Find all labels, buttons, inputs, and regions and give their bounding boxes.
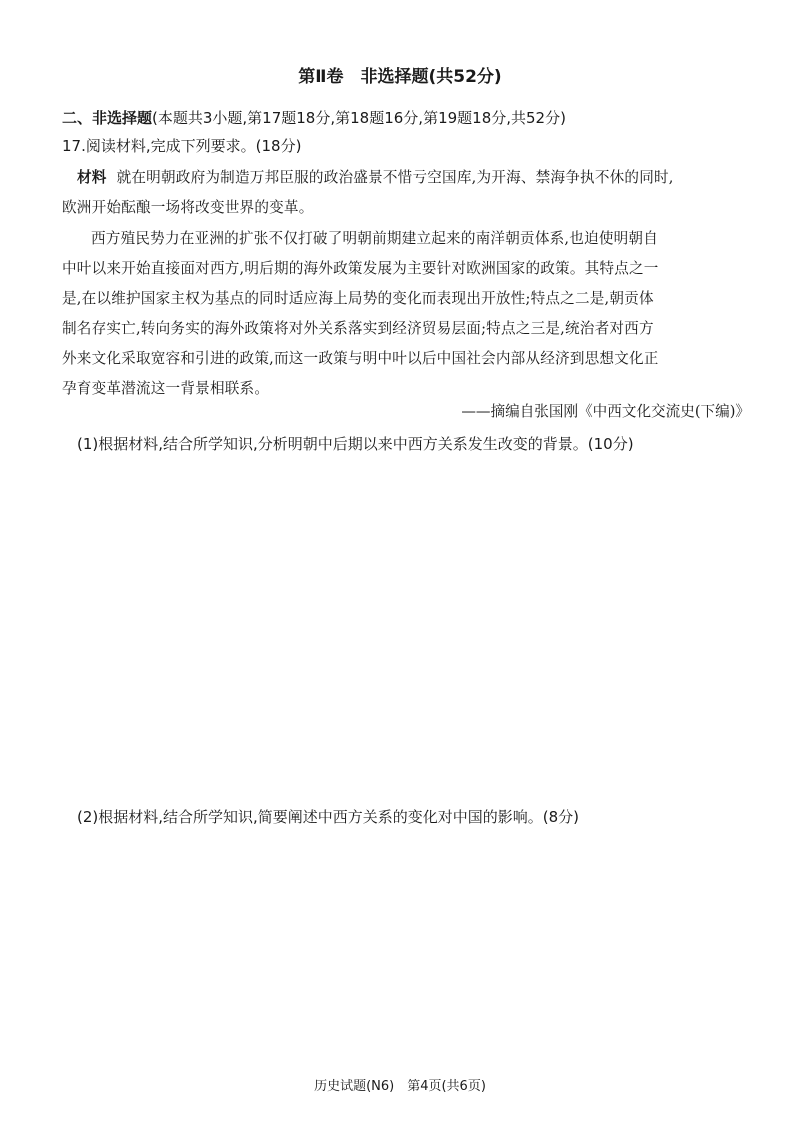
material-line-7: 外来文化采取宽容和引进的政策,而这一政策与明中叶以后中国社会内部从经济到思想文化正 — [62, 350, 659, 367]
material-label: 材料 — [77, 169, 107, 186]
material-line-1 — [77, 166, 674, 187]
material-line-3: 西方殖民势力在亚洲的扩张不仅打破了明朝前期建立起来的南洋朝贡体系,也迫使明朝自 — [91, 230, 659, 247]
sub-question-2: (2)根据材料,结合所学知识,简要阐述中西方关系的变化对中国的影响。(8分) — [77, 808, 580, 826]
section-heading — [62, 107, 566, 128]
material-line-8: 孕育变革潜流这一背景相联系。 — [62, 380, 270, 397]
material-line-6: 制名存实亡,转向务实的海外政策将对外关系落实到经济贸易层面;特点之三是,统治者对西方 — [62, 320, 654, 337]
material-line-2: 欧洲开始酝酿一场将改变世界的变革。 — [62, 199, 314, 216]
material-line-4: 中叶以来开始直接面对西方,明后期的海外政策发展为主要针对欧洲国家的政策。其特点之一 — [62, 260, 659, 277]
material-text-1: 就在明朝政府为制造万邦臣服的政治盛景不惜亏空国库,为开海、禁海争执不休的同时, — [116, 169, 674, 186]
question-17-stem: 17.阅读材料,完成下列要求。(18分) — [62, 137, 302, 155]
part-title: 第Ⅱ卷 非选择题(共52分) — [298, 67, 502, 87]
sub-question-1: (1)根据材料,结合所学知识,分析明朝中后期以来中西方关系发生改变的背景。(10分) — [77, 435, 634, 453]
section-heading-label: 二、非选择题 — [62, 109, 153, 127]
section-heading-detail: (本题共3小题,第17题18分,第18题16分,第19题18分,共52分) — [152, 109, 566, 127]
material-line-5: 是,在以维护国家主权为基点的同时适应海上局势的变化而表现出开放性;特点之二是,朝贡体 — [62, 290, 654, 307]
material-source: ——摘编自张国刚《中西文化交流史(下编)》 — [461, 403, 750, 420]
page-footer: 历史试题(N6) 第4页(共6页) — [314, 1079, 486, 1094]
